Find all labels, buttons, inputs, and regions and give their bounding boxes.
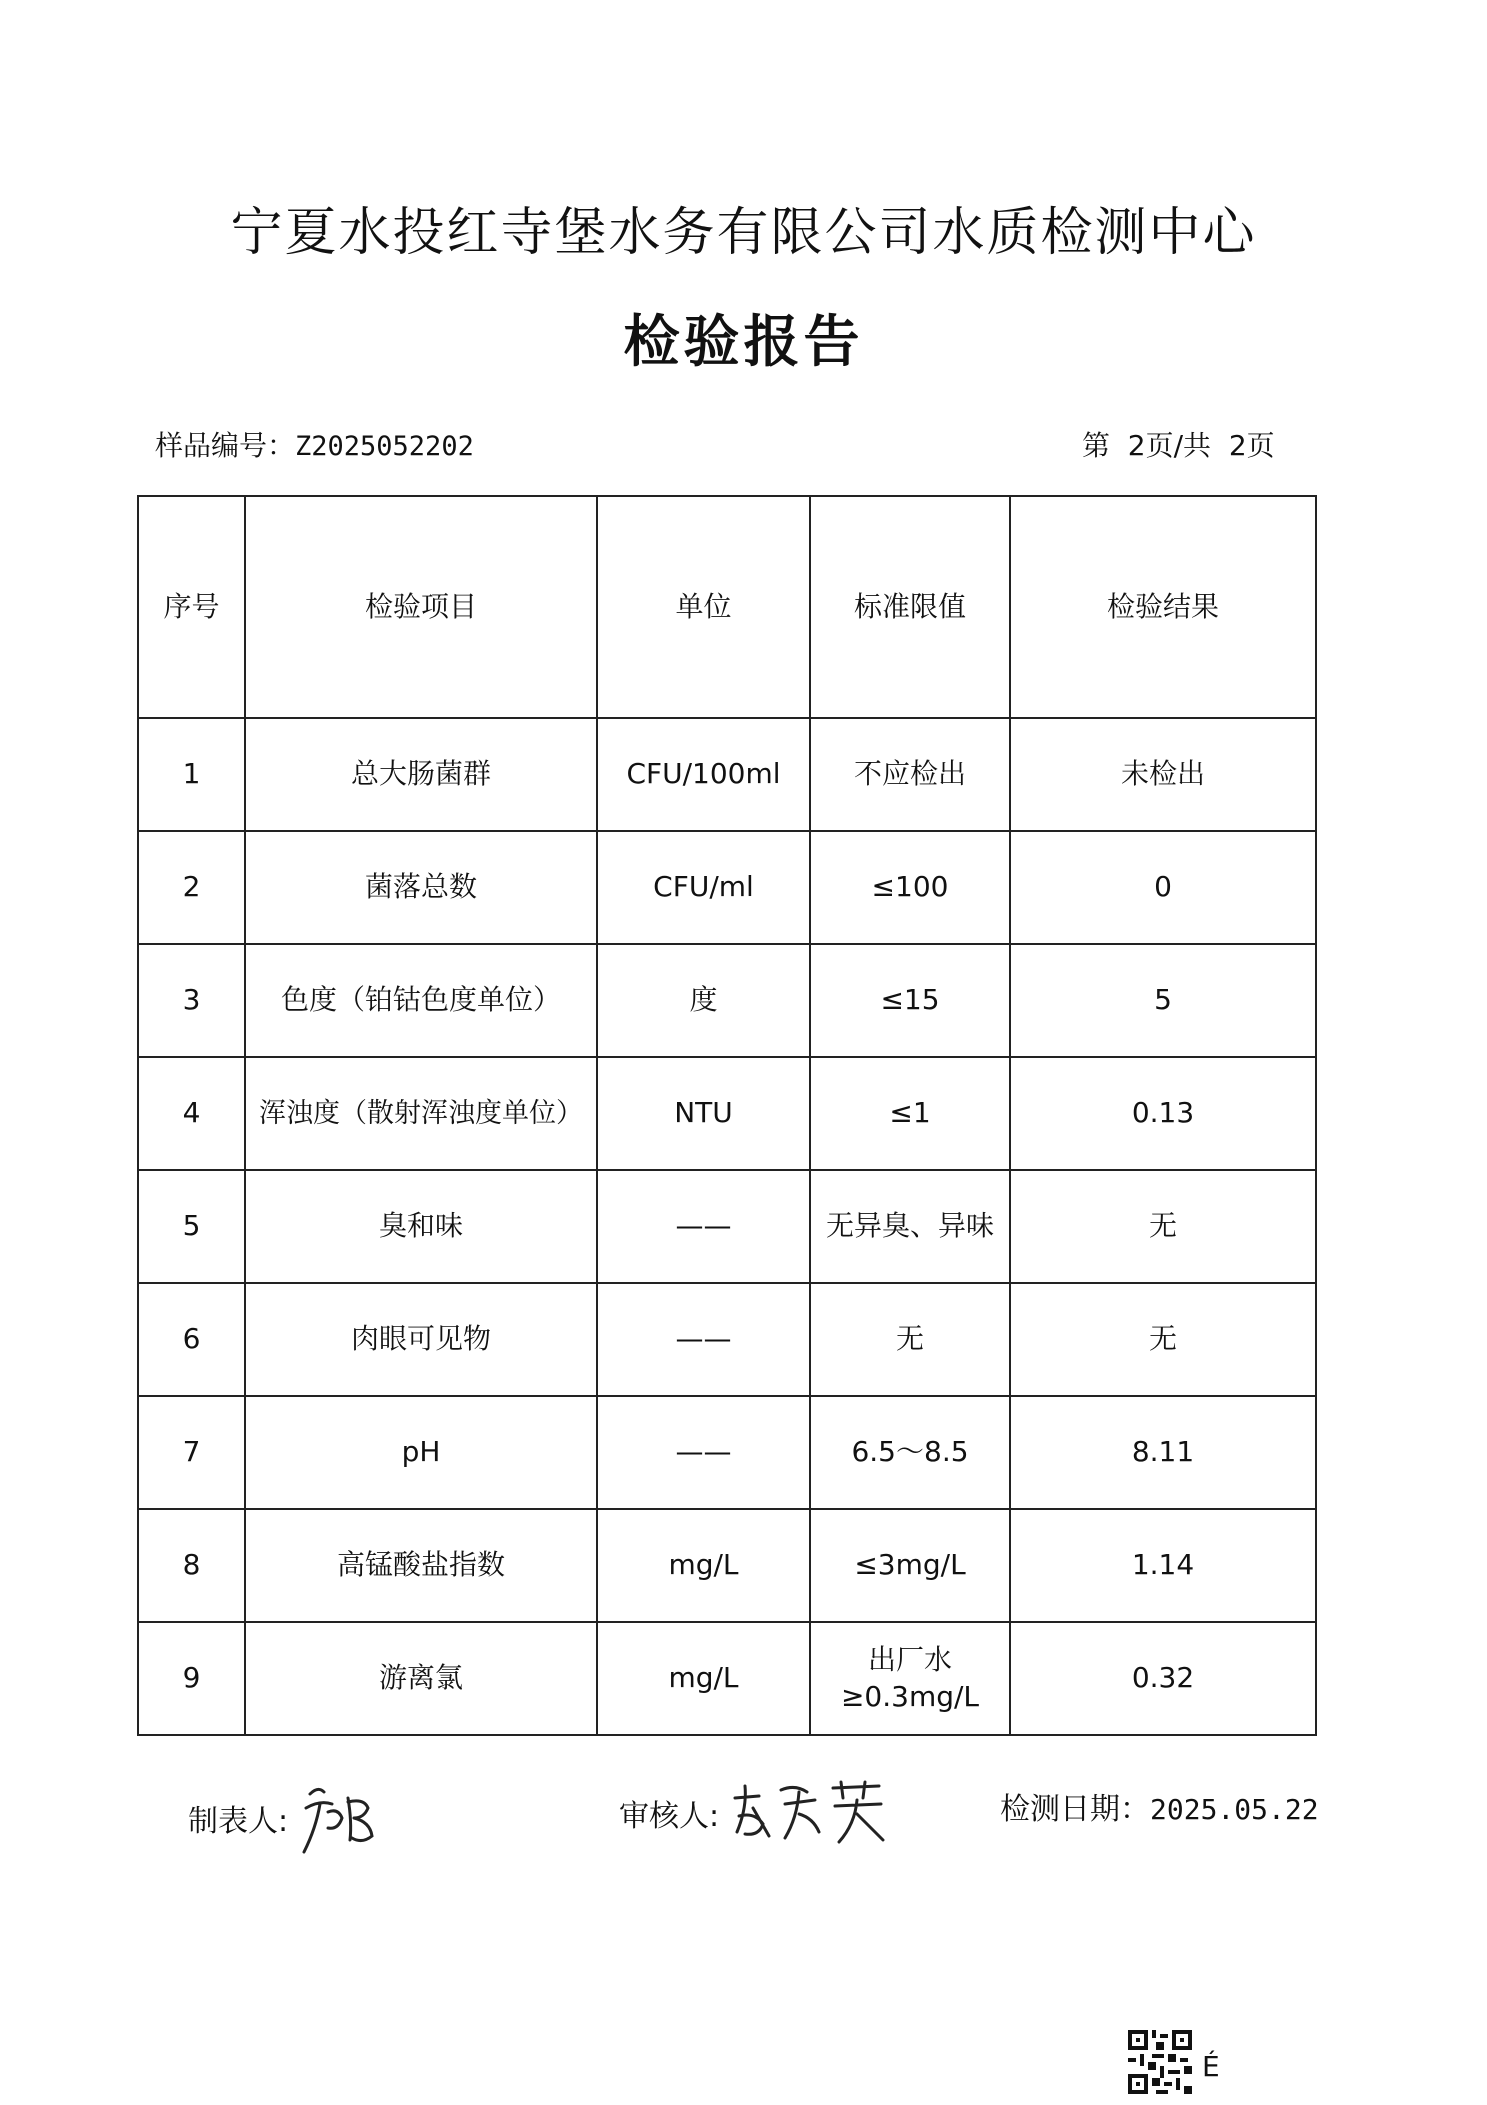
table-row <box>138 944 1316 1057</box>
cell-no: 9 <box>138 1622 245 1735</box>
cell-item: 高锰酸盐指数 <box>245 1509 597 1622</box>
cell-unit: CFU/ml <box>597 831 810 944</box>
results-table <box>137 495 1317 1736</box>
test-date-value: 2025.05.22 <box>1150 1793 1319 1826</box>
cell-result: 0 <box>1010 831 1316 944</box>
cell-limit-line1: 出厂水 <box>867 1643 952 1677</box>
cell-result: 8.11 <box>1010 1396 1316 1509</box>
cell-item: 浑浊度（散射浑浊度单位） <box>245 1057 597 1170</box>
cell-item: 臭和味 <box>245 1170 597 1283</box>
qr-code-icon <box>1128 2030 1192 2094</box>
column-header-item: 检验项目 <box>245 496 597 718</box>
cell-result: 5 <box>1010 944 1316 1057</box>
column-header-unit: 单位 <box>597 496 810 718</box>
cell-unit: —— <box>597 1170 810 1283</box>
cell-item: 色度（铂钴色度单位） <box>245 944 597 1057</box>
preparer-block <box>188 1778 388 1858</box>
cell-limit: ≤3mg/L <box>810 1509 1010 1622</box>
cell-no: 5 <box>138 1170 245 1283</box>
cell-no: 7 <box>138 1396 245 1509</box>
cell-unit: —— <box>597 1396 810 1509</box>
table-row <box>138 1170 1316 1283</box>
table-row <box>138 1283 1316 1396</box>
cell-no: 8 <box>138 1509 245 1622</box>
cell-limit: ≤15 <box>810 944 1010 1057</box>
cell-no: 4 <box>138 1057 245 1170</box>
cell-result: 1.14 <box>1010 1509 1316 1622</box>
table-header-row <box>138 496 1316 718</box>
cell-unit: —— <box>597 1283 810 1396</box>
cell-item: 肉眼可见物 <box>245 1283 597 1396</box>
cell-item: 游离氯 <box>245 1622 597 1735</box>
reviewer-label: 审核人: <box>619 1799 720 1834</box>
cell-unit: NTU <box>597 1057 810 1170</box>
cell-limit: 6.5～8.5 <box>810 1396 1010 1509</box>
qr-mark: É <box>1202 2050 1220 2083</box>
column-header-result: 检验结果 <box>1010 496 1316 718</box>
sample-number-label: 样品编号： <box>155 429 296 462</box>
test-date-label: 检测日期： <box>1000 1792 1150 1827</box>
table-row <box>138 1057 1316 1170</box>
column-header-no: 序号 <box>138 496 245 718</box>
cell-limit: 不应检出 <box>810 718 1010 831</box>
cell-limit: ≤100 <box>810 831 1010 944</box>
cell-unit: mg/L <box>597 1622 810 1735</box>
cell-limit <box>810 1622 1010 1735</box>
cell-result: 0.13 <box>1010 1057 1316 1170</box>
table-row <box>138 1396 1316 1509</box>
cell-unit: mg/L <box>597 1509 810 1622</box>
cell-item: pH <box>245 1396 597 1509</box>
cell-result: 0.32 <box>1010 1622 1316 1735</box>
cell-unit: CFU/100ml <box>597 718 810 831</box>
cell-unit: 度 <box>597 944 810 1057</box>
cell-limit: 无异臭、异味 <box>810 1170 1010 1283</box>
cell-item: 菌落总数 <box>245 831 597 944</box>
table-row <box>138 1509 1316 1622</box>
table-row <box>138 1622 1316 1735</box>
cell-result: 无 <box>1010 1283 1316 1396</box>
sample-number-value: Z2025052202 <box>295 431 474 462</box>
preparer-label: 制表人: <box>188 1804 289 1839</box>
organization-title: 宁夏水投红寺堡水务有限公司水质检测中心 <box>230 203 1257 263</box>
cell-no: 6 <box>138 1283 245 1396</box>
table-row <box>138 718 1316 831</box>
cell-limit-line2: ≥0.3mg/L <box>840 1679 980 1713</box>
cell-no: 3 <box>138 944 245 1057</box>
cell-limit: 无 <box>810 1283 1010 1396</box>
test-date <box>1000 1784 1319 1828</box>
cell-result: 未检出 <box>1010 718 1316 831</box>
preparer-signature-icon <box>298 1778 388 1858</box>
reviewer-signature-icon <box>729 1778 889 1848</box>
cell-limit: ≤1 <box>810 1057 1010 1170</box>
report-title: 检验报告 <box>623 310 864 375</box>
reviewer-block <box>619 1778 889 1848</box>
page-info: 第 2页/共 2页 <box>1082 429 1275 462</box>
sample-number <box>155 424 474 464</box>
table-row <box>138 831 1316 944</box>
column-header-limit: 标准限值 <box>810 496 1010 718</box>
cell-result: 无 <box>1010 1170 1316 1283</box>
cell-item: 总大肠菌群 <box>245 718 597 831</box>
cell-no: 2 <box>138 831 245 944</box>
cell-no: 1 <box>138 718 245 831</box>
